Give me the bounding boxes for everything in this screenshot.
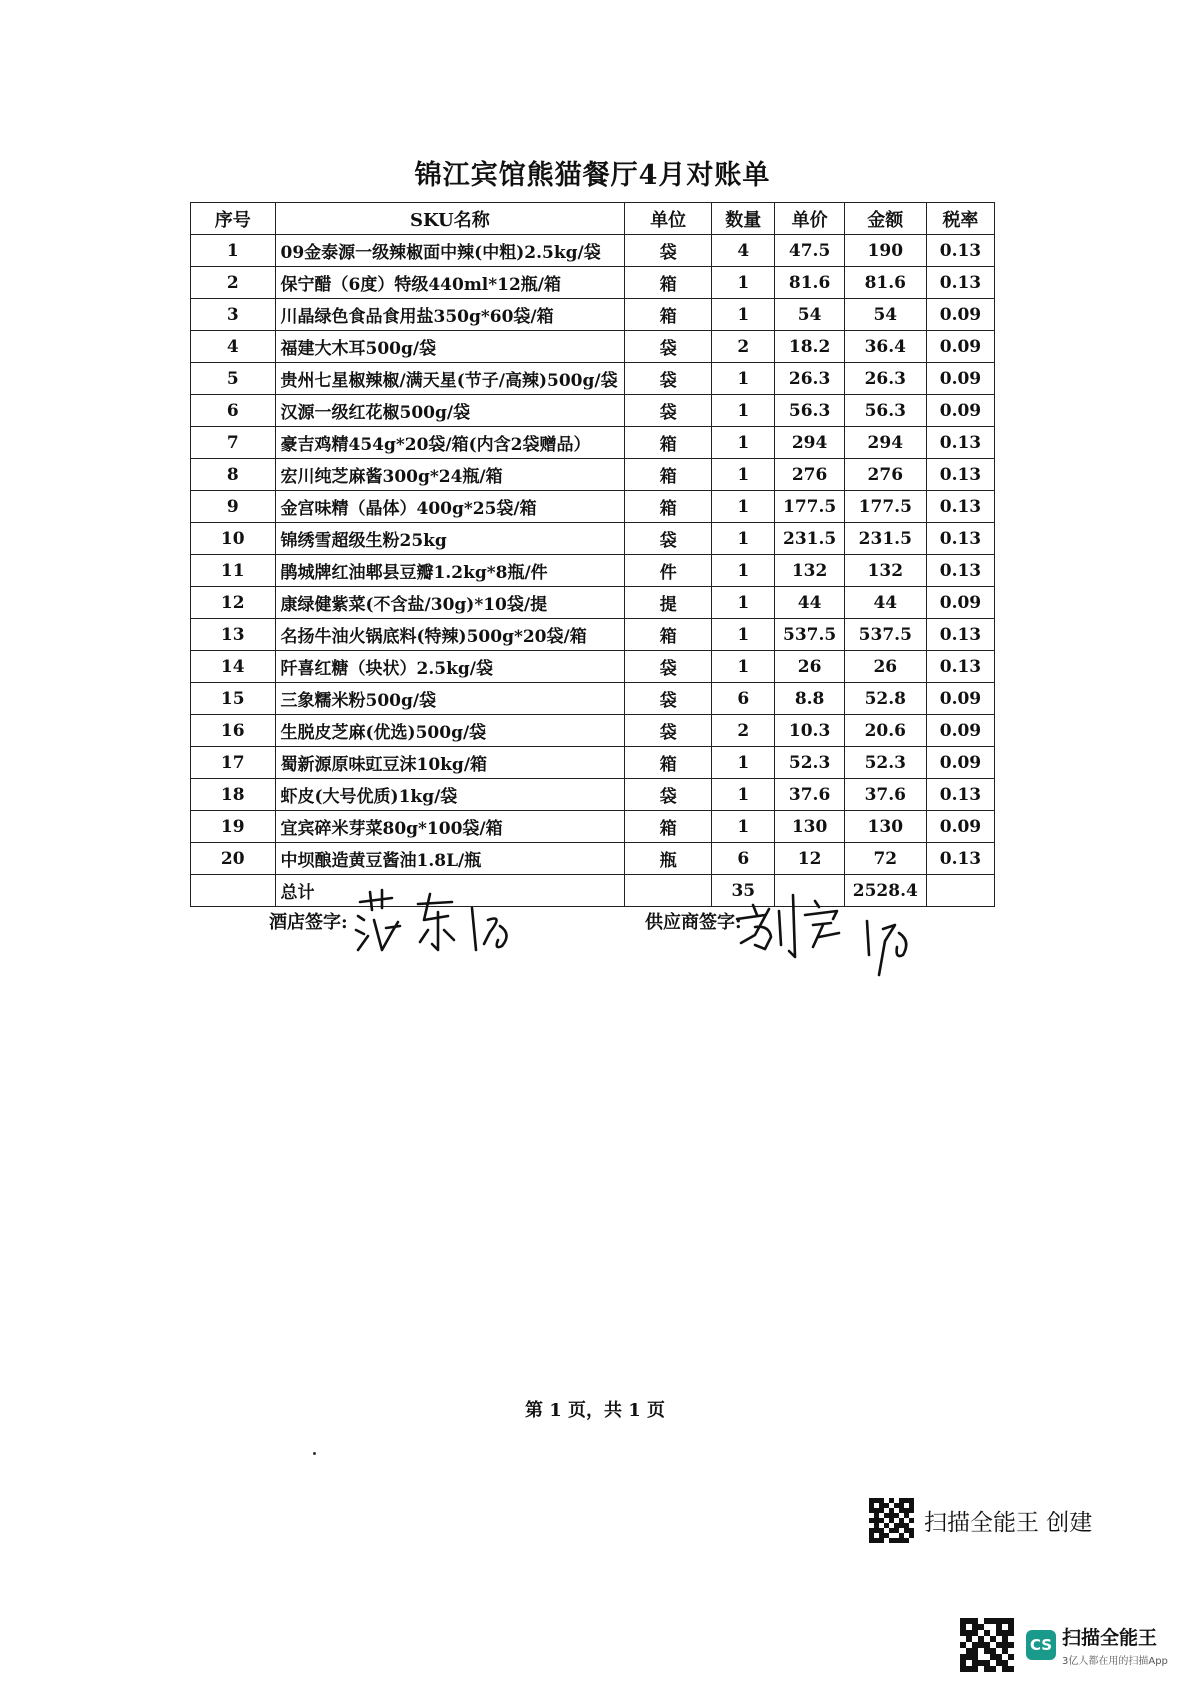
row-index: 1 (191, 235, 276, 267)
quantity: 1 (712, 427, 775, 459)
tax-rate: 0.09 (926, 363, 994, 395)
tax-rate: 0.13 (926, 779, 994, 811)
unit-price: 81.6 (775, 267, 844, 299)
amount: 26 (844, 651, 926, 683)
quantity: 1 (712, 779, 775, 811)
quantity: 2 (712, 715, 775, 747)
total-unit-cell (625, 875, 712, 907)
row-index: 19 (191, 811, 276, 843)
table-header-row (191, 203, 995, 235)
unit: 袋 (625, 331, 712, 363)
table-row (191, 587, 995, 619)
table-row (191, 843, 995, 875)
table-row (191, 267, 995, 299)
quantity: 6 (712, 683, 775, 715)
row-index: 16 (191, 715, 276, 747)
quantity: 6 (712, 843, 775, 875)
column-header-sku-name: SKU名称 (275, 203, 625, 235)
row-index: 5 (191, 363, 276, 395)
table-row (191, 811, 995, 843)
tax-rate: 0.09 (926, 587, 994, 619)
tax-rate: 0.09 (926, 299, 994, 331)
unit-price: 52.3 (775, 747, 844, 779)
watermark-text: 扫描全能王 创建 (924, 1510, 1093, 1536)
unit: 件 (625, 555, 712, 587)
sku-name: 贵州七星椒辣椒/满天星(节子/高辣)500g/袋 (275, 363, 625, 395)
tax-rate: 0.13 (926, 267, 994, 299)
amount: 130 (844, 811, 926, 843)
unit-price: 12 (775, 843, 844, 875)
unit-price: 18.2 (775, 331, 844, 363)
amount: 81.6 (844, 267, 926, 299)
unit: 袋 (625, 363, 712, 395)
amount: 132 (844, 555, 926, 587)
row-index: 14 (191, 651, 276, 683)
tax-rate: 0.13 (926, 491, 994, 523)
scan-speck (313, 1452, 316, 1455)
tax-rate: 0.13 (926, 843, 994, 875)
row-index: 10 (191, 523, 276, 555)
unit-price: 10.3 (775, 715, 844, 747)
table-row (191, 395, 995, 427)
app-tagline: 3亿人都在用的扫描App (1062, 1656, 1168, 1667)
tax-rate: 0.13 (926, 555, 994, 587)
amount: 294 (844, 427, 926, 459)
reconciliation-table (190, 202, 995, 907)
table-row (191, 235, 995, 267)
tax-rate: 0.13 (926, 427, 994, 459)
unit-price: 231.5 (775, 523, 844, 555)
unit: 袋 (625, 523, 712, 555)
sku-name: 金宫味精（晶体）400g*25袋/箱 (275, 491, 625, 523)
row-index: 4 (191, 331, 276, 363)
amount: 26.3 (844, 363, 926, 395)
quantity: 1 (712, 747, 775, 779)
sku-name: 名扬牛油火锅底料(特辣)500g*20袋/箱 (275, 619, 625, 651)
unit-price: 54 (775, 299, 844, 331)
sku-name: 阡喜红糖（块状）2.5kg/袋 (275, 651, 625, 683)
row-index: 7 (191, 427, 276, 459)
tax-rate: 0.09 (926, 331, 994, 363)
column-header-amount: 金额 (844, 203, 926, 235)
table-row (191, 427, 995, 459)
unit: 提 (625, 587, 712, 619)
page-counter: 第 1 页，共 1 页 (524, 1400, 666, 1421)
unit-price: 130 (775, 811, 844, 843)
unit: 箱 (625, 811, 712, 843)
unit-price: 47.5 (775, 235, 844, 267)
table-row (191, 779, 995, 811)
unit-price: 8.8 (775, 683, 844, 715)
sku-name: 生脱皮芝麻(优选)500g/袋 (275, 715, 625, 747)
table-row (191, 331, 995, 363)
camscanner-logo-icon: CS (1026, 1630, 1056, 1660)
unit-price: 37.6 (775, 779, 844, 811)
quantity: 1 (712, 299, 775, 331)
row-index: 20 (191, 843, 276, 875)
amount: 537.5 (844, 619, 926, 651)
tax-rate: 0.09 (926, 395, 994, 427)
table-row (191, 363, 995, 395)
row-index: 6 (191, 395, 276, 427)
unit: 箱 (625, 747, 712, 779)
total-amount: 2528.4 (844, 875, 926, 907)
unit: 箱 (625, 267, 712, 299)
table-row (191, 715, 995, 747)
sku-name: 虾皮(大号优质)1kg/袋 (275, 779, 625, 811)
quantity: 1 (712, 395, 775, 427)
table-row (191, 491, 995, 523)
amount: 276 (844, 459, 926, 491)
quantity: 1 (712, 363, 775, 395)
amount: 20.6 (844, 715, 926, 747)
hotel-signature (352, 880, 522, 960)
quantity: 1 (712, 491, 775, 523)
sku-name: 福建大木耳500g/袋 (275, 331, 625, 363)
row-index: 18 (191, 779, 276, 811)
row-index: 2 (191, 267, 276, 299)
row-index: 13 (191, 619, 276, 651)
unit: 箱 (625, 299, 712, 331)
tax-rate: 0.09 (926, 747, 994, 779)
unit: 袋 (625, 779, 712, 811)
quantity: 2 (712, 331, 775, 363)
total-index-cell (191, 875, 276, 907)
quantity: 1 (712, 619, 775, 651)
row-index: 11 (191, 555, 276, 587)
unit-price: 56.3 (775, 395, 844, 427)
unit: 瓶 (625, 843, 712, 875)
sku-name: 豪吉鸡精454g*20袋/箱(内含2袋赠品） (275, 427, 625, 459)
quantity: 1 (712, 523, 775, 555)
amount: 37.6 (844, 779, 926, 811)
quantity: 1 (712, 651, 775, 683)
column-header-unit-price: 单价 (775, 203, 844, 235)
amount: 231.5 (844, 523, 926, 555)
sku-name: 锦绣雪超级生粉25kg (275, 523, 625, 555)
unit-price: 276 (775, 459, 844, 491)
sku-name: 蜀新源原味豇豆沫10kg/箱 (275, 747, 625, 779)
sku-name: 宜宾碎米芽菜80g*100袋/箱 (275, 811, 625, 843)
sku-name: 康绿健紫菜(不含盐/30g)*10袋/提 (275, 587, 625, 619)
quantity: 1 (712, 459, 775, 491)
row-index: 3 (191, 299, 276, 331)
row-index: 9 (191, 491, 276, 523)
quantity: 4 (712, 235, 775, 267)
hotel-signature-label: 酒店签字: (269, 912, 348, 933)
unit: 袋 (625, 395, 712, 427)
amount: 52.3 (844, 747, 926, 779)
quantity: 1 (712, 555, 775, 587)
unit-price: 44 (775, 587, 844, 619)
unit: 箱 (625, 619, 712, 651)
table-row (191, 459, 995, 491)
total-label: 总计 (275, 875, 625, 907)
table-row (191, 651, 995, 683)
table-row (191, 523, 995, 555)
document-title: 锦江宾馆熊猫餐厅4月对账单 (414, 160, 771, 191)
table-row (191, 619, 995, 651)
row-index: 15 (191, 683, 276, 715)
amount: 52.8 (844, 683, 926, 715)
tax-rate: 0.13 (926, 235, 994, 267)
tax-rate: 0.09 (926, 715, 994, 747)
column-header-unit: 单位 (625, 203, 712, 235)
supplier-signature-label: 供应商签字: (645, 912, 742, 933)
unit: 箱 (625, 459, 712, 491)
table-row (191, 555, 995, 587)
tax-rate: 0.09 (926, 811, 994, 843)
table-row (191, 299, 995, 331)
column-header-quantity: 数量 (712, 203, 775, 235)
tax-rate: 0.13 (926, 619, 994, 651)
row-index: 8 (191, 459, 276, 491)
tax-rate: 0.13 (926, 459, 994, 491)
unit: 箱 (625, 491, 712, 523)
unit-price: 537.5 (775, 619, 844, 651)
amount: 44 (844, 587, 926, 619)
table-row (191, 683, 995, 715)
amount: 177.5 (844, 491, 926, 523)
tax-rate: 0.13 (926, 651, 994, 683)
total-quantity: 35 (712, 875, 775, 907)
quantity: 1 (712, 587, 775, 619)
unit: 袋 (625, 651, 712, 683)
unit: 箱 (625, 427, 712, 459)
unit-price: 26.3 (775, 363, 844, 395)
quantity: 1 (712, 811, 775, 843)
unit-price: 26 (775, 651, 844, 683)
tax-rate: 0.09 (926, 683, 994, 715)
column-header-index: 序号 (191, 203, 276, 235)
sku-name: 鹃城牌红油郫县豆瓣1.2kg*8瓶/件 (275, 555, 625, 587)
app-name: 扫描全能王 (1062, 1627, 1158, 1649)
sku-name: 川晶绿色食品食用盐350g*60袋/箱 (275, 299, 625, 331)
row-index: 17 (191, 747, 276, 779)
unit: 袋 (625, 715, 712, 747)
sku-name: 三象糯米粉500g/袋 (275, 683, 625, 715)
amount: 54 (844, 299, 926, 331)
table-row (191, 747, 995, 779)
sku-name: 宏川纯芝麻酱300g*24瓶/箱 (275, 459, 625, 491)
sku-name: 09金泰源一级辣椒面中辣(中粗)2.5kg/袋 (275, 235, 625, 267)
sku-name: 保宁醋（6度）特级440ml*12瓶/箱 (275, 267, 625, 299)
scanner-app-badge (960, 1618, 1168, 1672)
unit-price: 132 (775, 555, 844, 587)
total-tax-cell (926, 875, 994, 907)
unit-price: 177.5 (775, 491, 844, 523)
unit-price: 294 (775, 427, 844, 459)
quantity: 1 (712, 267, 775, 299)
unit: 袋 (625, 235, 712, 267)
supplier-signature (735, 885, 935, 985)
amount: 56.3 (844, 395, 926, 427)
amount: 36.4 (844, 331, 926, 363)
unit: 袋 (625, 683, 712, 715)
sku-name: 中坝酿造黄豆酱油1.8L/瓶 (275, 843, 625, 875)
row-index: 12 (191, 587, 276, 619)
qr-code-icon (869, 1498, 914, 1543)
qr-code-icon-small (960, 1618, 1014, 1672)
amount: 190 (844, 235, 926, 267)
column-header-tax-rate: 税率 (926, 203, 994, 235)
sku-name: 汉源一级红花椒500g/袋 (275, 395, 625, 427)
amount: 72 (844, 843, 926, 875)
tax-rate: 0.13 (926, 523, 994, 555)
scanner-watermark (869, 1498, 1092, 1543)
